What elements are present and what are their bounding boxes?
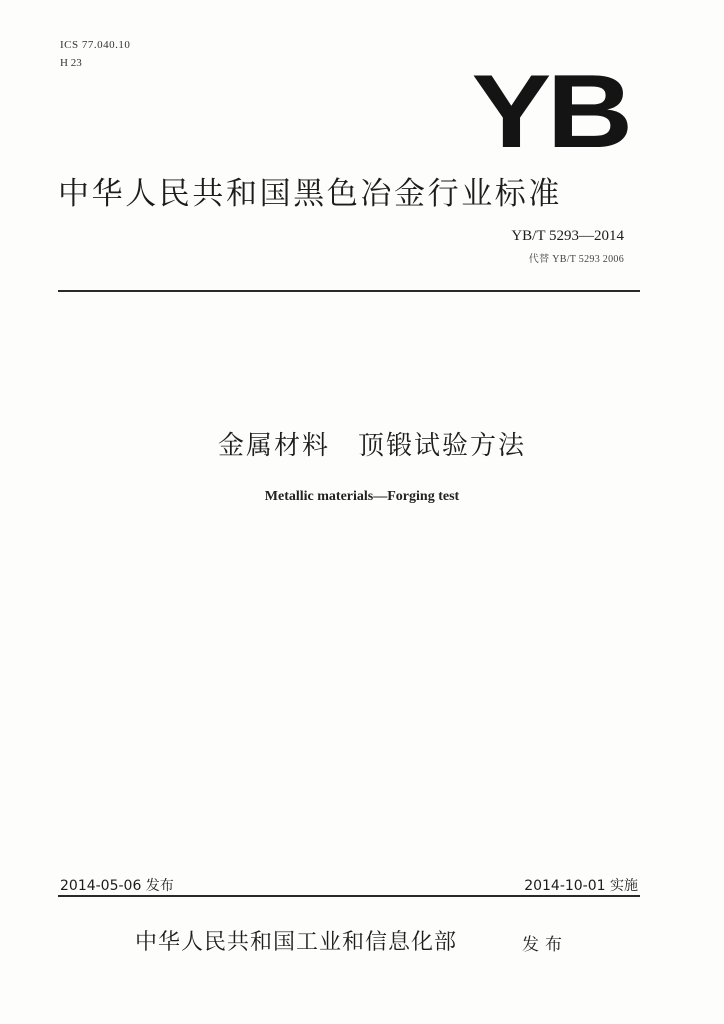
issuing-authority: 中华人民共和国工业和信息化部 bbox=[135, 930, 458, 955]
category-code: H 23 bbox=[60, 57, 82, 69]
document-title-english: Metallic materials—Forging test bbox=[264, 489, 460, 504]
document-title-chinese: 金属材料 顶锻试验方法 bbox=[217, 431, 526, 461]
bottom-divider bbox=[58, 895, 640, 897]
publish-date: 2014-05-06 发布 bbox=[60, 878, 174, 894]
replaces-standard: 代替 YB/T 5293 2006 bbox=[528, 254, 624, 265]
standard-title: 中华人民共和国黑色冶金行业标准 bbox=[58, 176, 562, 212]
yb-logo: YB bbox=[471, 54, 628, 170]
standard-number: YB/T 5293—2014 bbox=[511, 228, 624, 244]
implement-date: 2014-10-01 实施 bbox=[524, 878, 638, 894]
ics-code: ICS 77.040.10 bbox=[60, 39, 131, 51]
top-divider bbox=[58, 290, 640, 292]
issue-label: 发布 bbox=[522, 935, 568, 955]
